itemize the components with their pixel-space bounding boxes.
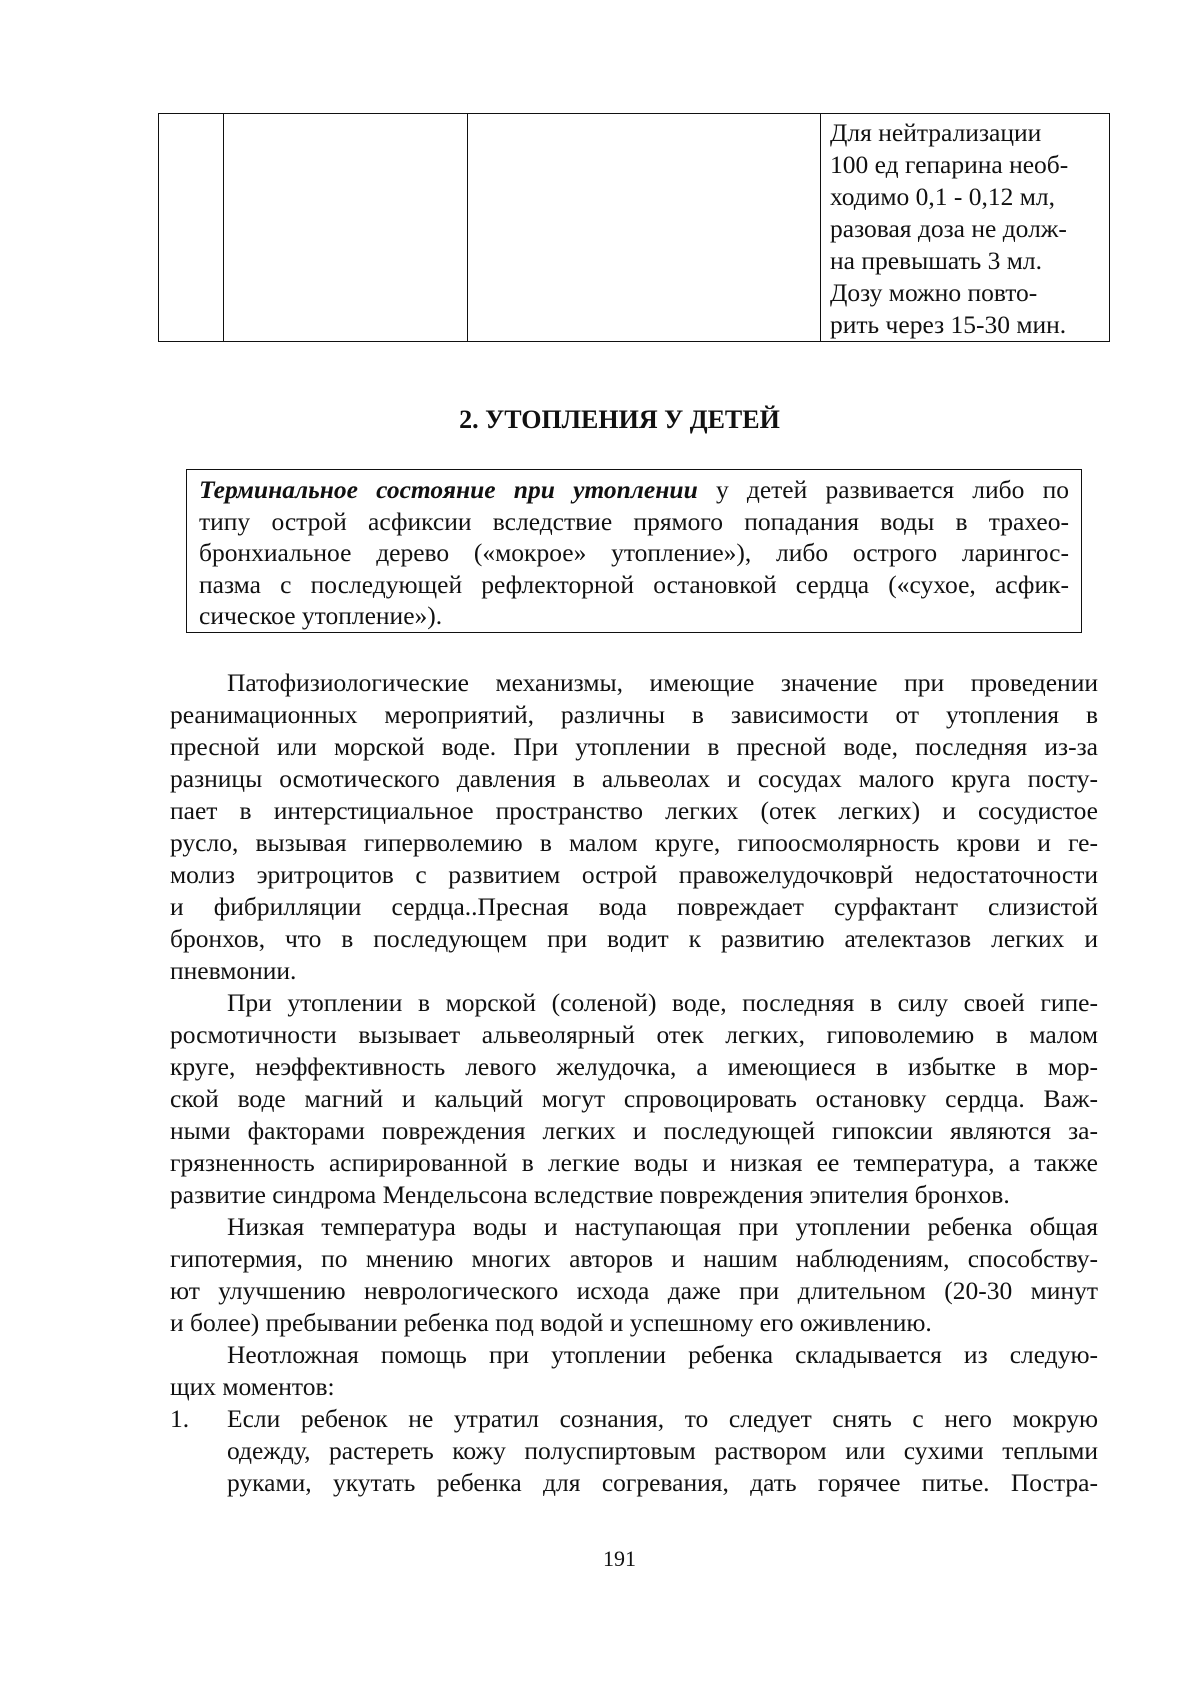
definition-line: типу острой асфиксии вследствие прямого попадания воды в трахео- bbox=[199, 506, 1069, 536]
table-cell-line: на превышать 3 мл. bbox=[830, 246, 1043, 275]
page-number: 191 bbox=[603, 1546, 636, 1571]
table-cell-1 bbox=[159, 114, 224, 342]
definition-line: пазма с последующей рефлекторной остановкой сердца («сухое, асфик- bbox=[199, 569, 1069, 599]
text-line: грязненность аспирированной в легкие воды и низкая ее температура, а также bbox=[170, 1148, 1098, 1177]
list-item-text bbox=[170, 1403, 1098, 1499]
definition-line bbox=[199, 474, 1069, 506]
text-line: разницы осмотического давления в альвеолах и сосудах малого круга посту- bbox=[170, 764, 1098, 793]
table-cell-line: Дозу можно повто- bbox=[830, 278, 1038, 307]
paragraph-hypothermia bbox=[170, 1211, 1098, 1339]
text-line: пресной или морской воде. При утоплении в пресной воде, последняя из-за bbox=[170, 732, 1098, 761]
section-title: 2. УТОПЛЕНИЯ У ДЕТЕЙ bbox=[459, 405, 780, 434]
text-line: реанимационных мероприятий, различны в зависимости от утопления в bbox=[170, 700, 1098, 729]
table-cell-2 bbox=[224, 114, 468, 342]
list-item-number: 1. bbox=[170, 1404, 190, 1433]
table-fragment bbox=[158, 113, 1110, 342]
text-line: Патофизиологические механизмы, имеющие значение при проведении bbox=[227, 668, 1098, 697]
definition-term: Терминальное состояние при утоплении bbox=[199, 475, 698, 504]
text-line: ской воде магний и кальций могут спровоцировать остановку сердца. Важ- bbox=[170, 1084, 1098, 1113]
text-line: гипотермия, по мнению многих авторов и нашим наблюдениям, способству- bbox=[170, 1244, 1098, 1273]
table-cell-line: рить через 15-30 мин. bbox=[830, 310, 1067, 339]
text-line: При утоплении в морской (соленой) воде, последняя в силу своей гипе- bbox=[227, 988, 1098, 1017]
text-line: и более) пребывании ребенка под водой и успешному его оживлению. bbox=[170, 1308, 932, 1337]
list-item bbox=[170, 1403, 1098, 1499]
table-cell-line: ходимо 0,1 - 0,12 мл, bbox=[830, 182, 1056, 211]
text-line: щих моментов: bbox=[170, 1372, 335, 1401]
text-line: молиз эритроцитов с развитием острой правожелудочковрй недостаточности bbox=[170, 860, 1098, 889]
paragraph-pathophysiology bbox=[170, 667, 1098, 987]
table-row bbox=[159, 114, 1110, 342]
text-line: росмотичности вызывает альвеолярный отек легких, гиповолемию в малом bbox=[170, 1020, 1098, 1049]
definition-first-line-rest: у детей развивается либо по bbox=[697, 475, 1069, 504]
text-line: круге, неэффективность левого желудочка, а имеющиеся в избытке в мор- bbox=[170, 1052, 1098, 1081]
paragraph-sea-water bbox=[170, 987, 1098, 1211]
table-cell-3 bbox=[468, 114, 821, 342]
text-line: Неотложная помощь при утоплении ребенка складывается из следую- bbox=[227, 1340, 1098, 1369]
text-line: пает в интерстициальное пространство легких (отек легких) и сосудистое bbox=[170, 796, 1098, 825]
text-line: руками, укутать ребенка для согревания, дать горячее питье. Постра- bbox=[227, 1468, 1098, 1497]
text-line: Если ребенок не утратил сознания, то следует снять с него мокрую bbox=[227, 1404, 1098, 1433]
paragraph-emergency-care bbox=[170, 1339, 1098, 1403]
table-cell-text bbox=[821, 114, 1109, 341]
text-line: бронхов, что в последующем при водит к развитию ателектазов легких и bbox=[170, 924, 1098, 953]
definition-box bbox=[186, 469, 1082, 633]
table-cell-line: разовая доза не долж- bbox=[830, 214, 1067, 243]
body-text bbox=[170, 667, 1098, 1499]
text-line: и фибрилляции сердца..Пресная вода повреждает сурфактант слизистой bbox=[170, 892, 1098, 921]
text-line: Низкая температура воды и наступающая при утоплении ребенка общая bbox=[227, 1212, 1098, 1241]
text-line: русло, вызывая гиперволемию в малом круге, гипоосмолярность крови и ге- bbox=[170, 828, 1098, 857]
text-line: развитие синдрома Мендельсона вследствие повреждения эпителия бронхов. bbox=[170, 1180, 1010, 1209]
table-cell-line: Для нейтрализации bbox=[830, 118, 1042, 147]
text-line: одежду, растереть кожу полуспиртовым раствором или сухими теплыми bbox=[227, 1436, 1098, 1465]
definition-line: бронхиальное дерево («мокрое» утопление»), либо острого ларингос- bbox=[199, 538, 1069, 567]
text-line: ными факторами повреждения легких и последующей гипоксии являются за- bbox=[170, 1116, 1098, 1145]
definition-line: сическое утопление»). bbox=[199, 601, 443, 630]
table-cell-line: 100 ед гепарина необ- bbox=[830, 150, 1069, 179]
text-line: пневмонии. bbox=[170, 956, 297, 985]
text-line: ют улучшению неврологического исхода даже при длительном (20-30 минут bbox=[170, 1276, 1098, 1305]
table-cell-4 bbox=[821, 114, 1110, 342]
